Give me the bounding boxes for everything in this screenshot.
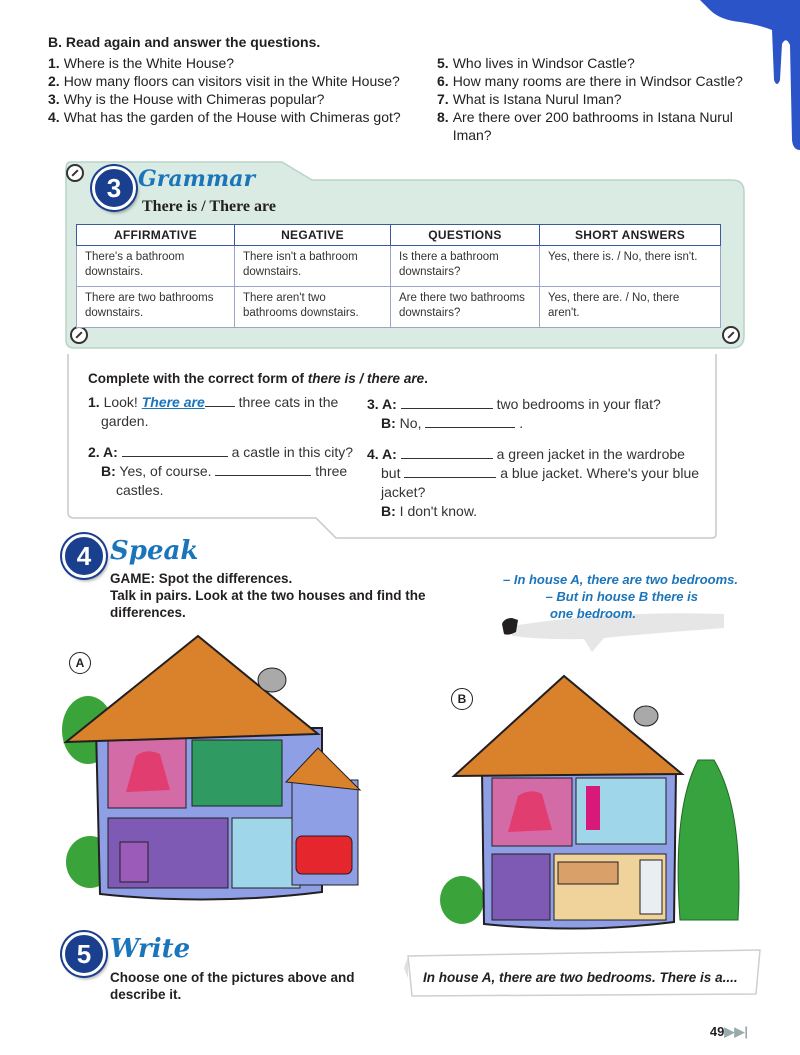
table-cell: There isn't a bathroom downstairs. — [235, 246, 391, 287]
table-cell: Yes, there are. / No, there aren't. — [540, 287, 721, 328]
answer-blank[interactable] — [215, 463, 311, 476]
table-row — [77, 246, 721, 287]
answer-blank[interactable] — [205, 394, 235, 407]
table-cell: There are two bathrooms downstairs. — [77, 287, 235, 328]
question-item: 6. How many rooms are there in Windsor Castle? — [437, 73, 743, 89]
table-cell: There aren't two bathrooms downstairs. — [235, 287, 391, 328]
screw-icon — [66, 164, 84, 182]
forward-arrows-icon: ▶▶| — [724, 1024, 748, 1039]
section-number-badge: 5 — [62, 932, 106, 976]
write-instruction: Choose one of the pictures above and describe it. — [110, 970, 355, 1002]
write-title: Write — [110, 934, 191, 964]
exercise-instruction: Complete with the correct form of there is / there are. — [88, 371, 428, 386]
answer-blank[interactable] — [425, 415, 515, 428]
question-item: 2. How many floors can visitors visit in the White House? — [48, 73, 400, 89]
table-row — [77, 287, 721, 328]
questions-left — [48, 54, 408, 126]
questions-right — [437, 54, 757, 144]
question-item: 7. What is Istana Nurul Iman? — [437, 91, 622, 107]
house-b-illustration — [440, 670, 750, 940]
screw-icon — [70, 326, 88, 344]
grammar-subtitle: There is / There are — [142, 198, 276, 215]
question-item: 3. Why is the House with Chimeras popular? — [48, 91, 325, 107]
answer-example: There are — [141, 394, 205, 410]
question-item: 8. Are there over 200 bathrooms in Istana Nurul Iman? — [437, 109, 733, 143]
exercise-item-1: 1. Look! There are three cats in the garden. — [88, 394, 339, 429]
table-header-row — [77, 225, 721, 246]
table-cell: Is there a bathroom downstairs? — [391, 246, 540, 287]
column-header: QUESTIONS — [391, 225, 540, 246]
section-b-title: B. Read again and answer the questions. — [48, 34, 321, 50]
answer-blank[interactable] — [404, 465, 496, 478]
speech-bubble-text: – In house A, there are two bedrooms. – But in house B there is one bedroom. — [502, 572, 738, 621]
house-b-label: B — [451, 688, 473, 710]
grammar-table — [76, 224, 721, 328]
house-a-illustration — [60, 630, 370, 910]
column-header: AFFIRMATIVE — [77, 225, 235, 246]
page-number: 49▶▶| — [709, 1024, 748, 1039]
question-item: 1. Where is the White House? — [48, 55, 235, 71]
house-a-label: A — [69, 652, 91, 674]
write-example: In house A, there are two bedrooms. There is a.... — [423, 970, 738, 985]
section-number-badge: 4 — [62, 534, 106, 578]
exercise-item-2: 2. A: a castle in this city? B: Yes, of course. three castles. — [88, 444, 353, 498]
question-item: 4. What has the garden of the House with Chimeras got? — [48, 109, 401, 125]
section-number-badge: 3 — [92, 166, 136, 210]
question-item: 5. Who lives in Windsor Castle? — [437, 55, 635, 71]
answer-blank[interactable] — [401, 446, 493, 459]
table-cell: There's a bathroom downstairs. — [77, 246, 235, 287]
answer-blank[interactable] — [122, 444, 228, 457]
table-cell: Yes, there is. / No, there isn't. — [540, 246, 721, 287]
column-header: SHORT ANSWERS — [540, 225, 721, 246]
exercise-item-3: 3. A: two bedrooms in your flat? B: No, . — [367, 396, 661, 431]
speak-instruction: GAME: Spot the differences. Talk in pairs. Look at the two houses and find the differences. — [110, 571, 426, 620]
grammar-title: Grammar — [138, 166, 256, 192]
answer-blank[interactable] — [401, 396, 493, 409]
column-header: NEGATIVE — [235, 225, 391, 246]
exercise-item-4: 4. A: a green jacket in the wardrobe but a blue jacket. Where's your blue jacket? B: I don't know. — [367, 446, 700, 519]
speak-title: Speak — [110, 536, 199, 566]
screw-icon — [722, 326, 740, 344]
table-cell: Are there two bathrooms downstairs? — [391, 287, 540, 328]
